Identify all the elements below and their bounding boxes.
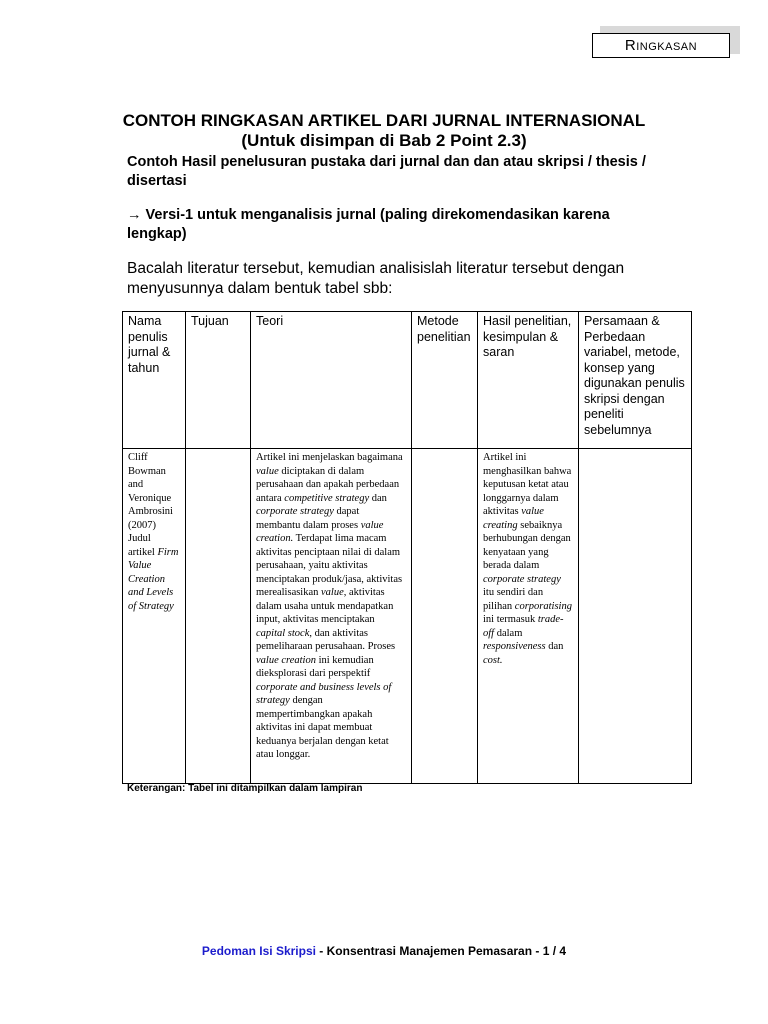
teori-text-segment: corporate strategy [256,506,334,517]
cell-hasil [478,449,579,784]
cell-metode [412,449,478,784]
teori-text-segment: value [256,465,279,477]
hasil-text-segment: cost. [483,654,503,666]
header-persamaan: Persamaan & Perbedaan variabel, metode, konsep yang digunakan penulis skripsi dengan peneliti sebelumnya [579,312,692,449]
page-subtitle: (Untuk disimpan di Bab 2 Point 2.3) [241,131,527,150]
teori-text-segment: Terdapat lima macam aktivitas penciptaan nilai di dalam perusahaan, yaitu aktivitas menciptakan produk/jasa, aktivitas merealisasikan [256,533,403,598]
teori-text-segment: value [321,587,344,598]
table-header-row [123,312,692,449]
hasil-text-segment: dalam [494,627,523,639]
header-metode: Metode penelitian [412,312,478,449]
hasil-text-segment: itu sendiri dan pilihan [483,587,544,612]
teori-text-segment: capital stock [256,627,310,639]
hasil-text-segment: ini termasuk [483,614,538,625]
table-row [123,449,692,784]
table-note: Keterangan: Tabel ini ditampilkan dalam lampiran [127,783,363,794]
header-tujuan: Tujuan [186,312,251,449]
hasil-text-segment: value creating [483,506,544,531]
page-footer [0,944,768,958]
hasil-text-segment: responsiveness [483,641,546,652]
teori-text-segment: , aktivitas dalam usaha untuk mendapatkan input, aktivitas menciptakan [256,587,394,625]
hasil-text-segment: Artikel ini menghasilkan bahwa keputusan ketat atau longgarnya dalam aktivitas [483,452,572,517]
arrow-right-icon: → [127,207,142,223]
cell-tujuan [186,449,251,784]
search-result-heading: Contoh Hasil penelusuran pustaka dari jurnal dan dan atau skripsi / thesis / disertasi [127,154,646,189]
teori-text-segment: diciptakan di dalam perusahaan dan apakah perbedaan antara [256,465,400,504]
header-teori: Teori [251,312,412,449]
page-title: CONTOH RINGKASAN ARTIKEL DARI JURNAL INTERNASIONAL [122,111,646,130]
cell-persamaan [579,449,692,784]
cell-teori [251,449,412,784]
hasil-text-segment: corporatising [514,600,572,612]
hasil-text-segment: trade-off [483,614,564,639]
header-hasil: Hasil penelitian, kesimpulan & saran [478,312,579,449]
author-text: Cliff Bowman and Veronique Ambrosini (2007) Judul artikel [128,452,173,558]
version-heading [127,206,667,244]
teori-text-segment: dengan mempertimbangkan apakah aktivitas ini dapat membuat keduanya berjalan dengan ketat atau longgar. [256,695,389,760]
header-badge: Ringkasan [592,33,730,58]
teori-text-segment: dan [369,492,387,504]
hasil-text-segment: sebaiknya berhubungan dengan kenyataan yang berada dalam [483,519,571,571]
cell-author [123,449,186,784]
literature-table [122,311,692,784]
teori-text-segment: Artikel ini menjelaskan bagaimana [256,452,403,463]
footer-concentration: - Konsentrasi Manajemen Pemasaran - 1 / 4 [315,944,567,958]
article-title: Firm Value Creation and Levels of Strategy [128,546,179,612]
teori-text-segment: dapat membantu dalam proses [256,506,361,531]
header-author: Nama penulis jurnal & tahun [123,312,186,449]
teori-text-segment: ini kemudian dieksplorasi dari perspektif [256,654,374,679]
instruction-paragraph: Bacalah literatur tersebut, kemudian analisislah literatur tersebut dengan menyusunnya dalam bentuk tabel sbb: [127,260,625,297]
teori-text-segment: value creation. [256,519,384,544]
teori-text-segment: corporate and business levels of strategy [256,681,392,706]
hasil-text-segment: dan [545,641,564,652]
teori-text-segment: , dan aktivitas pemeliharaan perusahaan. Proses [256,627,396,652]
footer-guide-title: Pedoman Isi Skripsi [201,944,316,958]
version-heading-text: Versi-1 untuk menganalisis jurnal (paling direkomendasikan karena lengkap) [127,207,610,242]
teori-text-segment: value creation [256,654,316,666]
teori-text-segment: competitive strategy [284,492,370,504]
hasil-text-segment: corporate strategy [483,573,561,585]
